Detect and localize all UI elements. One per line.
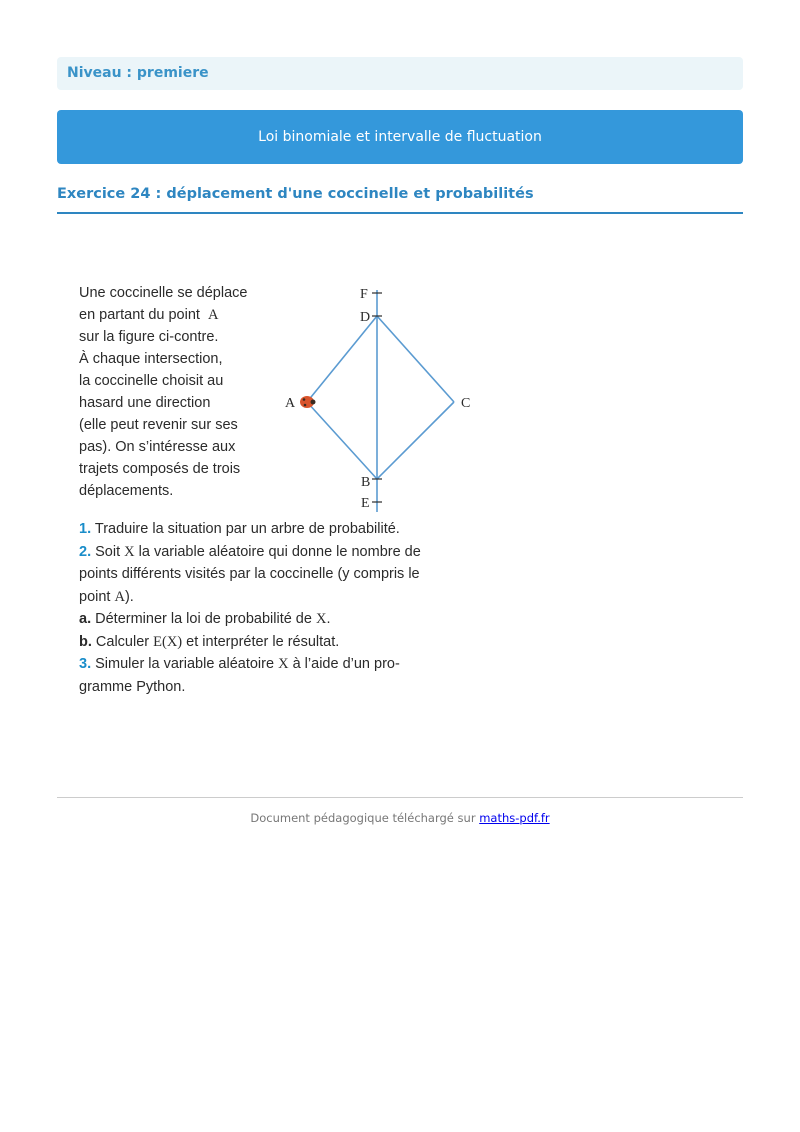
exercise-intro <box>79 282 279 502</box>
segment-cb <box>377 402 454 479</box>
exercise-title-text: Exercice 24 : déplacement d'une coccinelle et probabilités <box>57 186 534 202</box>
question-text: Simuler la variable aléatoire <box>95 656 275 672</box>
rhombus-figure <box>277 278 487 518</box>
intro-line: À chaque intersection, <box>79 351 223 367</box>
question-1 <box>79 518 479 541</box>
question-2 <box>79 541 479 564</box>
chapter-banner <box>57 110 743 164</box>
question-text: point <box>79 588 111 605</box>
question-2-line-3 <box>79 586 479 609</box>
variable-x: X <box>278 656 289 672</box>
question-2b <box>79 631 479 654</box>
question-text: ). <box>124 588 134 605</box>
question-number: 3. <box>79 656 92 672</box>
intro-line: sur la figure ci-contre. <box>79 329 219 345</box>
level-label: Niveau : premiere <box>67 65 209 81</box>
subquestion-label: b. <box>79 633 92 650</box>
intro-line: Une coccinelle se déplace <box>79 285 248 301</box>
intro-line: trajets composés de trois <box>79 461 241 477</box>
subquestion-label: a. <box>79 611 92 627</box>
question-text: Soit <box>95 543 121 560</box>
intro-line: la coccinelle choisit au <box>79 373 224 389</box>
question-3-line-2: gramme Python. <box>79 678 186 695</box>
ladybug-icon <box>300 396 316 408</box>
point-b-label: B <box>361 475 371 490</box>
question-number: 2. <box>79 543 92 560</box>
intro-line-text: en partant du point <box>79 307 200 323</box>
footer-text: Document pédagogique téléchargé sur <box>250 811 476 825</box>
question-text: Déterminer la loi de probabilité de <box>95 611 312 627</box>
footer-divider <box>57 797 743 798</box>
question-text: à l’aide d’un pro- <box>292 656 400 672</box>
question-3 <box>79 653 479 676</box>
exercise-title <box>57 186 743 214</box>
point-a-label: A <box>285 396 296 411</box>
intro-line: hasard une direction <box>79 395 211 411</box>
question-2a <box>79 608 479 631</box>
footer-link[interactable]: maths-pdf.fr <box>479 811 550 825</box>
segment-ab <box>307 402 377 479</box>
expectation-expression: E(X) <box>153 633 183 650</box>
question-text: la variable aléatoire qui donne le nombre de <box>138 543 421 560</box>
question-text: et interpréter le résultat. <box>186 633 340 650</box>
segment-da <box>307 316 377 402</box>
intro-line <box>79 304 279 326</box>
question-text: Calculer <box>95 633 150 650</box>
exercise-questions <box>79 518 479 698</box>
point-e-label: E <box>361 496 370 511</box>
variable-x: X <box>315 611 327 627</box>
intro-line: pas). On s’intéresse aux <box>79 439 236 455</box>
exercise-image <box>57 268 743 718</box>
point-f-label: F <box>360 287 368 302</box>
point-a-symbol: A <box>208 307 219 323</box>
point-a-symbol: A <box>114 588 125 605</box>
point-c-label: C <box>461 396 471 411</box>
chapter-title: Loi binomiale et intervalle de fluctuation <box>258 129 542 145</box>
question-text: Traduire la situation par un arbre de probabilité. <box>94 521 400 537</box>
question-text: . <box>326 611 331 627</box>
level-badge <box>57 57 743 90</box>
intro-line: déplacements. <box>79 483 174 499</box>
point-d-label: D <box>360 310 371 325</box>
variable-x: X <box>124 543 135 560</box>
question-number: 1. <box>79 521 92 537</box>
intro-line: (elle peut revenir sur ses <box>79 417 238 433</box>
question-2-line-2: points différents visités par la coccinelle (y compris le <box>79 566 420 582</box>
segment-dc <box>377 316 454 402</box>
footer <box>57 811 743 825</box>
